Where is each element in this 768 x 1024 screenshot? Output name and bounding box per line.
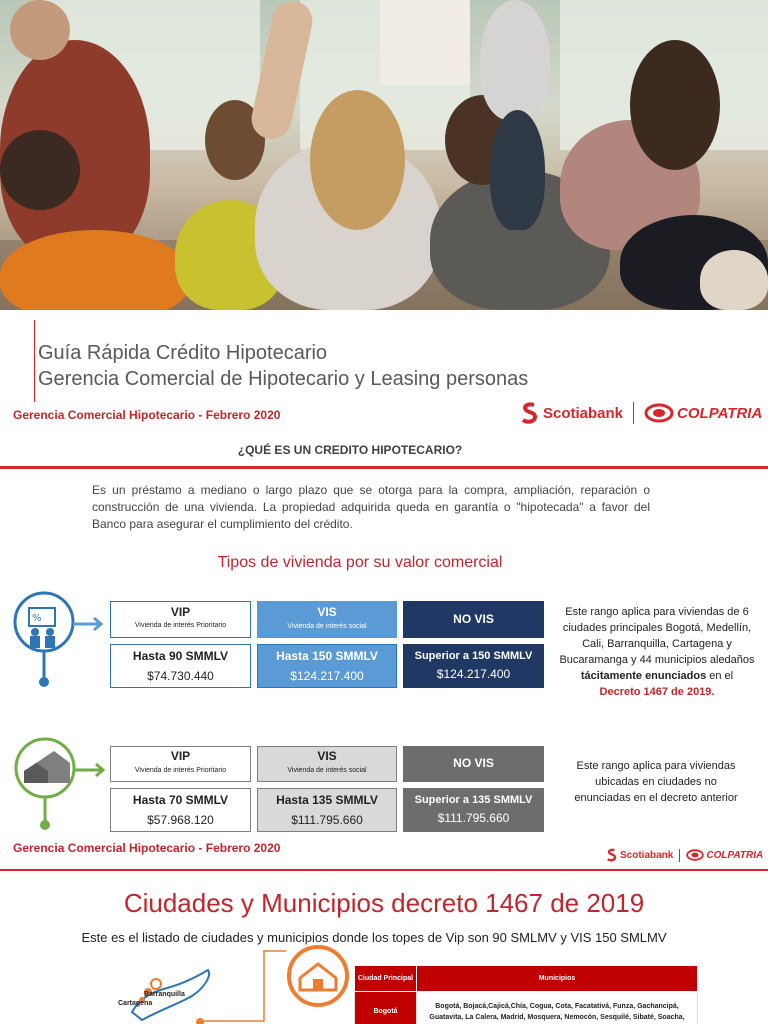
houses-orange-icon <box>286 944 350 1013</box>
vip-title-2: VIP <box>170 749 191 763</box>
section-divider <box>0 466 768 469</box>
novis-title-2: NO VIS <box>453 756 494 770</box>
vis-limit-box <box>257 644 397 688</box>
section-title: Tipos de vivienda por su valor comercial <box>217 554 503 571</box>
table-cell-city: Bogotá <box>355 992 417 1024</box>
houses-icon-green <box>8 733 108 838</box>
footer-subtitle: Gerencia Comercial Hipotecario - Febrero 2020 <box>13 841 281 855</box>
page-title-secondary: Gerencia Comercial de Hipotecario y Leasing personas <box>38 368 529 390</box>
vip-limit-box <box>110 644 251 688</box>
colpatria-swirl-icon <box>686 849 704 861</box>
page-divider <box>0 869 768 871</box>
svg-text:%: % <box>32 613 42 624</box>
map-label-cartagena: Cartagena <box>118 1000 153 1007</box>
group1-note: Este rango aplica para viviendas de 6 ciudades principales Bogotá, Medellín, Cali, Barranquilla, Cartagena y Bucaramanga y 44 municipios aledaños tácitamente enunciados en el Decreto 1467 de 2019. <box>559 606 755 698</box>
cities-table <box>354 965 698 1024</box>
logo-separator <box>633 402 634 424</box>
vis-limit: Hasta 150 SMMLV <box>276 649 378 663</box>
vis-limit-2: Hasta 135 SMMLV <box>276 793 378 807</box>
vis-title-2: VIS <box>317 749 337 763</box>
brand-logos <box>520 402 762 424</box>
vip-subtitle: Vivienda de interés Prioritario <box>134 622 227 629</box>
table-header-city: Ciudad Principal <box>355 966 417 992</box>
novis-limit-box-2 <box>403 788 544 832</box>
vip-limit-2: Hasta 70 SMMLV <box>132 793 229 807</box>
group2-note: Este rango aplica para viviendas ubicadas en ciudades no enunciadas en el decreto anterior <box>574 760 738 804</box>
vip-limit: Hasta 90 SMMLV <box>132 649 229 663</box>
table-row <box>355 992 698 1024</box>
definition-text: Es un préstamo a mediano o largo plazo que se otorga para la compra, ampliación, reparación o construcción de una vivienda. La propiedad adquirida queda en garantía o "hipotecada" a favor del Banco para asegurar el cumplimiento del crédito. <box>92 483 650 531</box>
connector-line <box>200 947 290 1024</box>
page-title: Guía Rápida Crédito Hipotecario <box>38 342 328 364</box>
scotiabank-logo: Scotiabank <box>520 402 623 424</box>
vip-title: VIP <box>170 605 191 619</box>
vis-type-box-2 <box>257 746 397 782</box>
vis-limit-box-2 <box>257 788 397 832</box>
table-header-municipios: Municipios <box>417 966 698 992</box>
colpatria-swirl-icon <box>644 403 674 423</box>
cities-subtitle: Este es el listado de ciudades y municipios donde los topes de Vip son 90 SMLMV y VIS 150 SMLMV <box>81 930 667 945</box>
question-heading: ¿QUÉ ES UN CREDITO HIPOTECARIO? <box>237 443 463 457</box>
vis-value-2: $111.795.660 <box>291 813 363 827</box>
map-label-barranquilla: Barranquilla <box>144 991 185 998</box>
house-price-icon-blue <box>10 588 106 693</box>
department-subtitle: Gerencia Comercial Hipotecario - Febrero 2020 <box>13 408 281 422</box>
vis-title: VIS <box>317 605 337 619</box>
scotiabank-logo-small: Scotiabank <box>606 848 673 862</box>
vip-value-2: $57.968.120 <box>147 813 214 827</box>
vis-type-box <box>257 601 397 638</box>
vip-limit-box-2 <box>110 788 251 832</box>
novis-title: NO VIS <box>453 612 494 626</box>
table-header-row <box>355 966 698 992</box>
hero-photo <box>0 0 768 310</box>
title-accent-line <box>34 320 35 402</box>
brand-logos-small <box>606 848 763 862</box>
novis-type-box <box>403 601 544 638</box>
novis-type-box-2 <box>403 746 544 782</box>
vis-value: $124.217.400 <box>290 669 364 683</box>
novis-limit: Superior a 150 SMMLV <box>414 650 533 662</box>
vip-type-box <box>110 601 251 638</box>
vis-subtitle-2: Vivienda de interés social <box>287 767 367 774</box>
vis-subtitle: Vivienda de interés social <box>287 623 367 630</box>
colpatria-logo-small: COLPATRIA <box>686 849 763 861</box>
vip-type-box-2 <box>110 746 251 782</box>
scotiabank-s-icon <box>606 848 618 862</box>
map-pin-icon <box>151 979 161 989</box>
scotiabank-s-icon <box>520 402 540 424</box>
vip-subtitle-2: Vivienda de interés Prioritario <box>134 767 227 774</box>
novis-limit-2: Superior a 135 SMMLV <box>414 794 533 806</box>
novis-value: $124.217.400 <box>436 667 511 681</box>
cities-title: Ciudades y Municipios decreto 1467 de 2019 <box>123 888 645 918</box>
logo-separator <box>679 849 680 862</box>
vip-value: $74.730.440 <box>147 669 214 683</box>
novis-value-2: $111.795.660 <box>437 811 510 825</box>
table-cell-municipios: Bogotá, Bojacá,Cajicá,Chía, Cogua, Cota, Facatativá, Funza, Gachancipá, Guatavita, La Calera, Madrid, Mosquera, Nemocón, Sesquilé, Sibaté, Soacha, <box>417 992 698 1024</box>
colpatria-logo: COLPATRIA <box>644 403 762 423</box>
novis-limit-box <box>403 644 544 688</box>
